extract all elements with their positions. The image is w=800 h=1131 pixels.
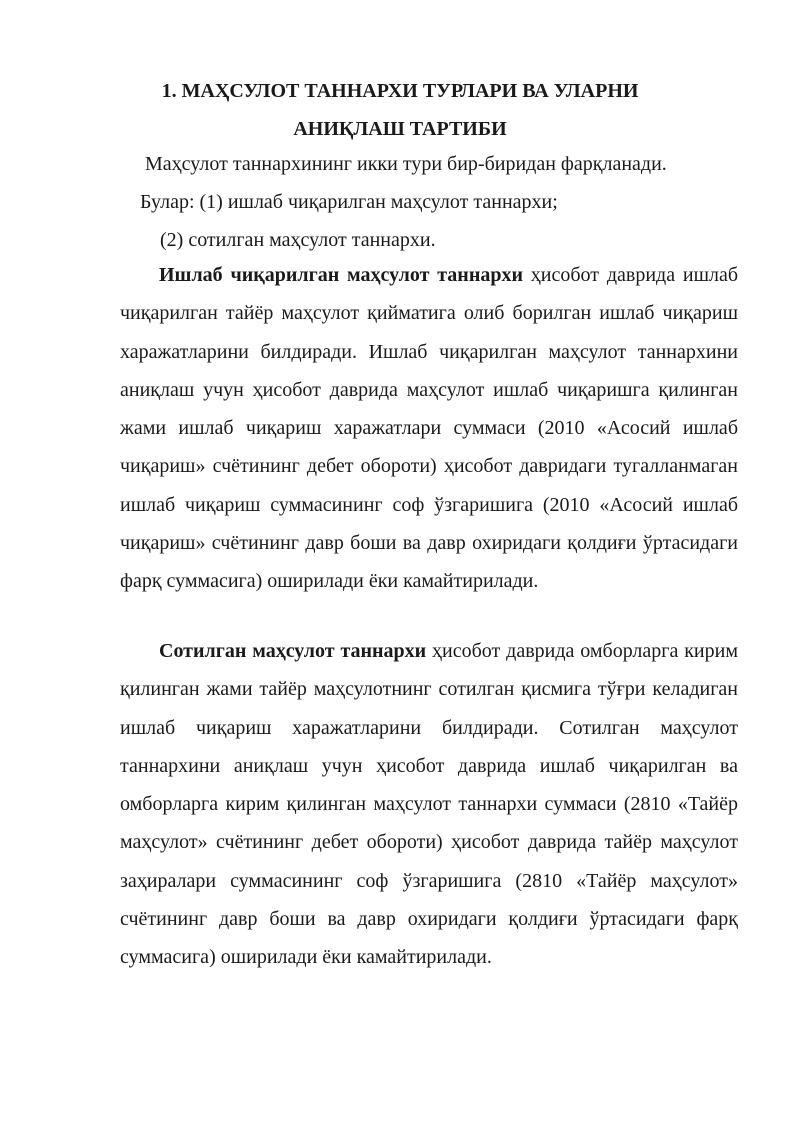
paragraph-2-text: ҳисобот даврида омборларга кирим қилинган жами тайёр маҳсулотнинг сотилган қисмига тўғри келадиган ишлаб чиқариш харажатларини билдиради. Сотилган маҳсулот таннархини аниқлаш учун ҳисобот даврида ишлаб чиқарилган ва омборларга кирим қилинган маҳсулот таннархи суммаси (2810 «Тайёр маҳсулот» счётининг дебет обороти) ҳисобот даврида тайёр маҳсулот заҳиралари суммасининг соф ўзгаришига (2810 «Тайёр маҳсулот» счётининг давр боши ва давр охиридаги қолдиғи ўртасидаги фарқ суммасига) оширилади ёки камайтирилади. xyxy=(120,640,738,969)
title-line-1: 1. МАҲСУЛОТ ТАННАРХИ ТУРЛАРИ ВА УЛАРНИ xyxy=(161,80,639,102)
paragraph-2-term: Сотилган маҳсулот таннархи xyxy=(159,640,427,662)
intro-line-3: (2) сотилган маҳсулот таннархи. xyxy=(160,229,436,251)
intro-line-1: Маҳсулот таннархининг икки тури бир-биридан фарқланади. xyxy=(145,153,667,175)
intro-line-2: Булар: (1) ишлаб чиқарилган маҳсулот таннархи; xyxy=(140,191,558,213)
paragraph-1-term: Ишлаб чиқарилган маҳсулот таннархи xyxy=(159,264,523,286)
paragraph-sold-cost xyxy=(120,632,738,977)
title-line-2: АНИҚЛАШ ТАРТИБИ xyxy=(293,118,507,140)
paragraph-1-text: ҳисобот даврида ишлаб чиқарилган тайёр маҳсулот қийматига олиб борилган ишлаб чиқариш харажатларини билдиради. Ишлаб чиқарилган маҳсулот таннархини аниқлаш учун ҳисобот даврида маҳсулот ишлаб чиқаришга қилинган жами ишлаб чиқариш харажатлари суммаси (2010 «Асосий ишлаб чиқариш» счётининг дебет обороти) ҳисобот давридаги тугалланмаган ишлаб чиқариш суммасининг соф ўзгаришига (2010 «Асосий ишлаб чиқариш» счётининг давр боши ва давр охиридаги қолдиғи ўртасидаги фарқ суммасига) оширилади ёки камайтирилади. xyxy=(120,264,739,593)
paragraph-produced-cost xyxy=(120,256,738,601)
